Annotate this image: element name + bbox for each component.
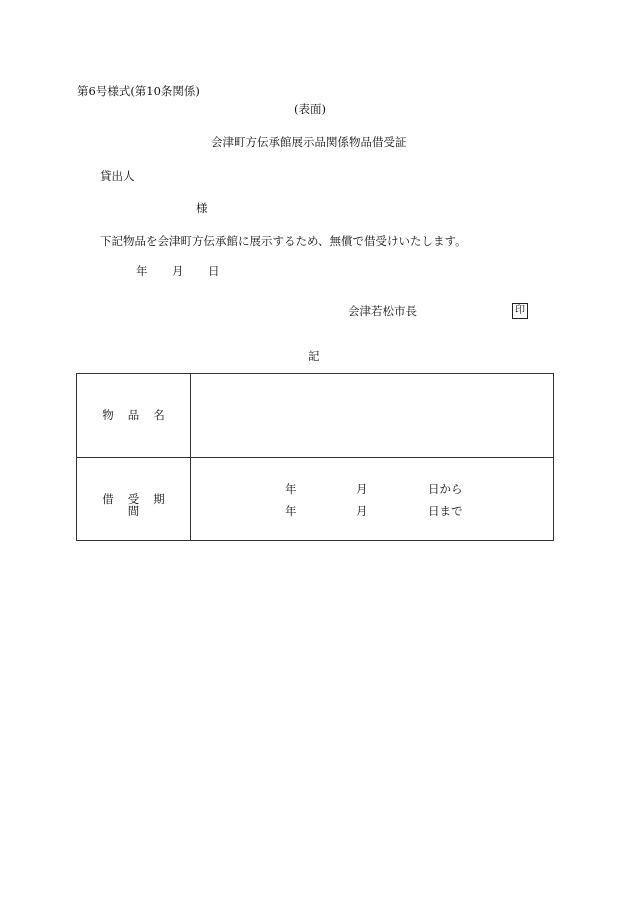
period-to-year: 年 xyxy=(285,504,297,518)
note-heading: 記 xyxy=(308,349,320,363)
issuer-title: 会津若松市長 xyxy=(348,304,417,318)
document-title: 会津町方伝承館展示品関係物品借受証 xyxy=(211,135,407,149)
date-year: 年 xyxy=(136,264,148,278)
period-to-suffix: 日まで xyxy=(428,504,463,518)
item-name-label: 物品名 xyxy=(102,408,179,422)
items-table xyxy=(76,373,554,541)
period-to-month: 月 xyxy=(356,504,368,518)
body-text: 下記物品を会津町方伝承館に展示するため、無償で借受けいたします。 xyxy=(100,234,467,248)
honorific: 様 xyxy=(196,201,208,215)
table-divider-horizontal xyxy=(77,457,553,458)
side-note: (表面) xyxy=(294,102,326,116)
loan-period-label: 借受期間 xyxy=(102,492,179,518)
date-day: 日 xyxy=(208,264,220,278)
period-from-month: 月 xyxy=(356,482,368,496)
period-from-year: 年 xyxy=(285,482,297,496)
form-number: 第6号様式(第10条関係) xyxy=(77,84,200,98)
date-month: 月 xyxy=(172,264,184,278)
lender-label: 貸出人 xyxy=(100,169,135,183)
seal-stamp: 印 xyxy=(512,303,528,319)
period-from-suffix: 日から xyxy=(428,482,463,496)
